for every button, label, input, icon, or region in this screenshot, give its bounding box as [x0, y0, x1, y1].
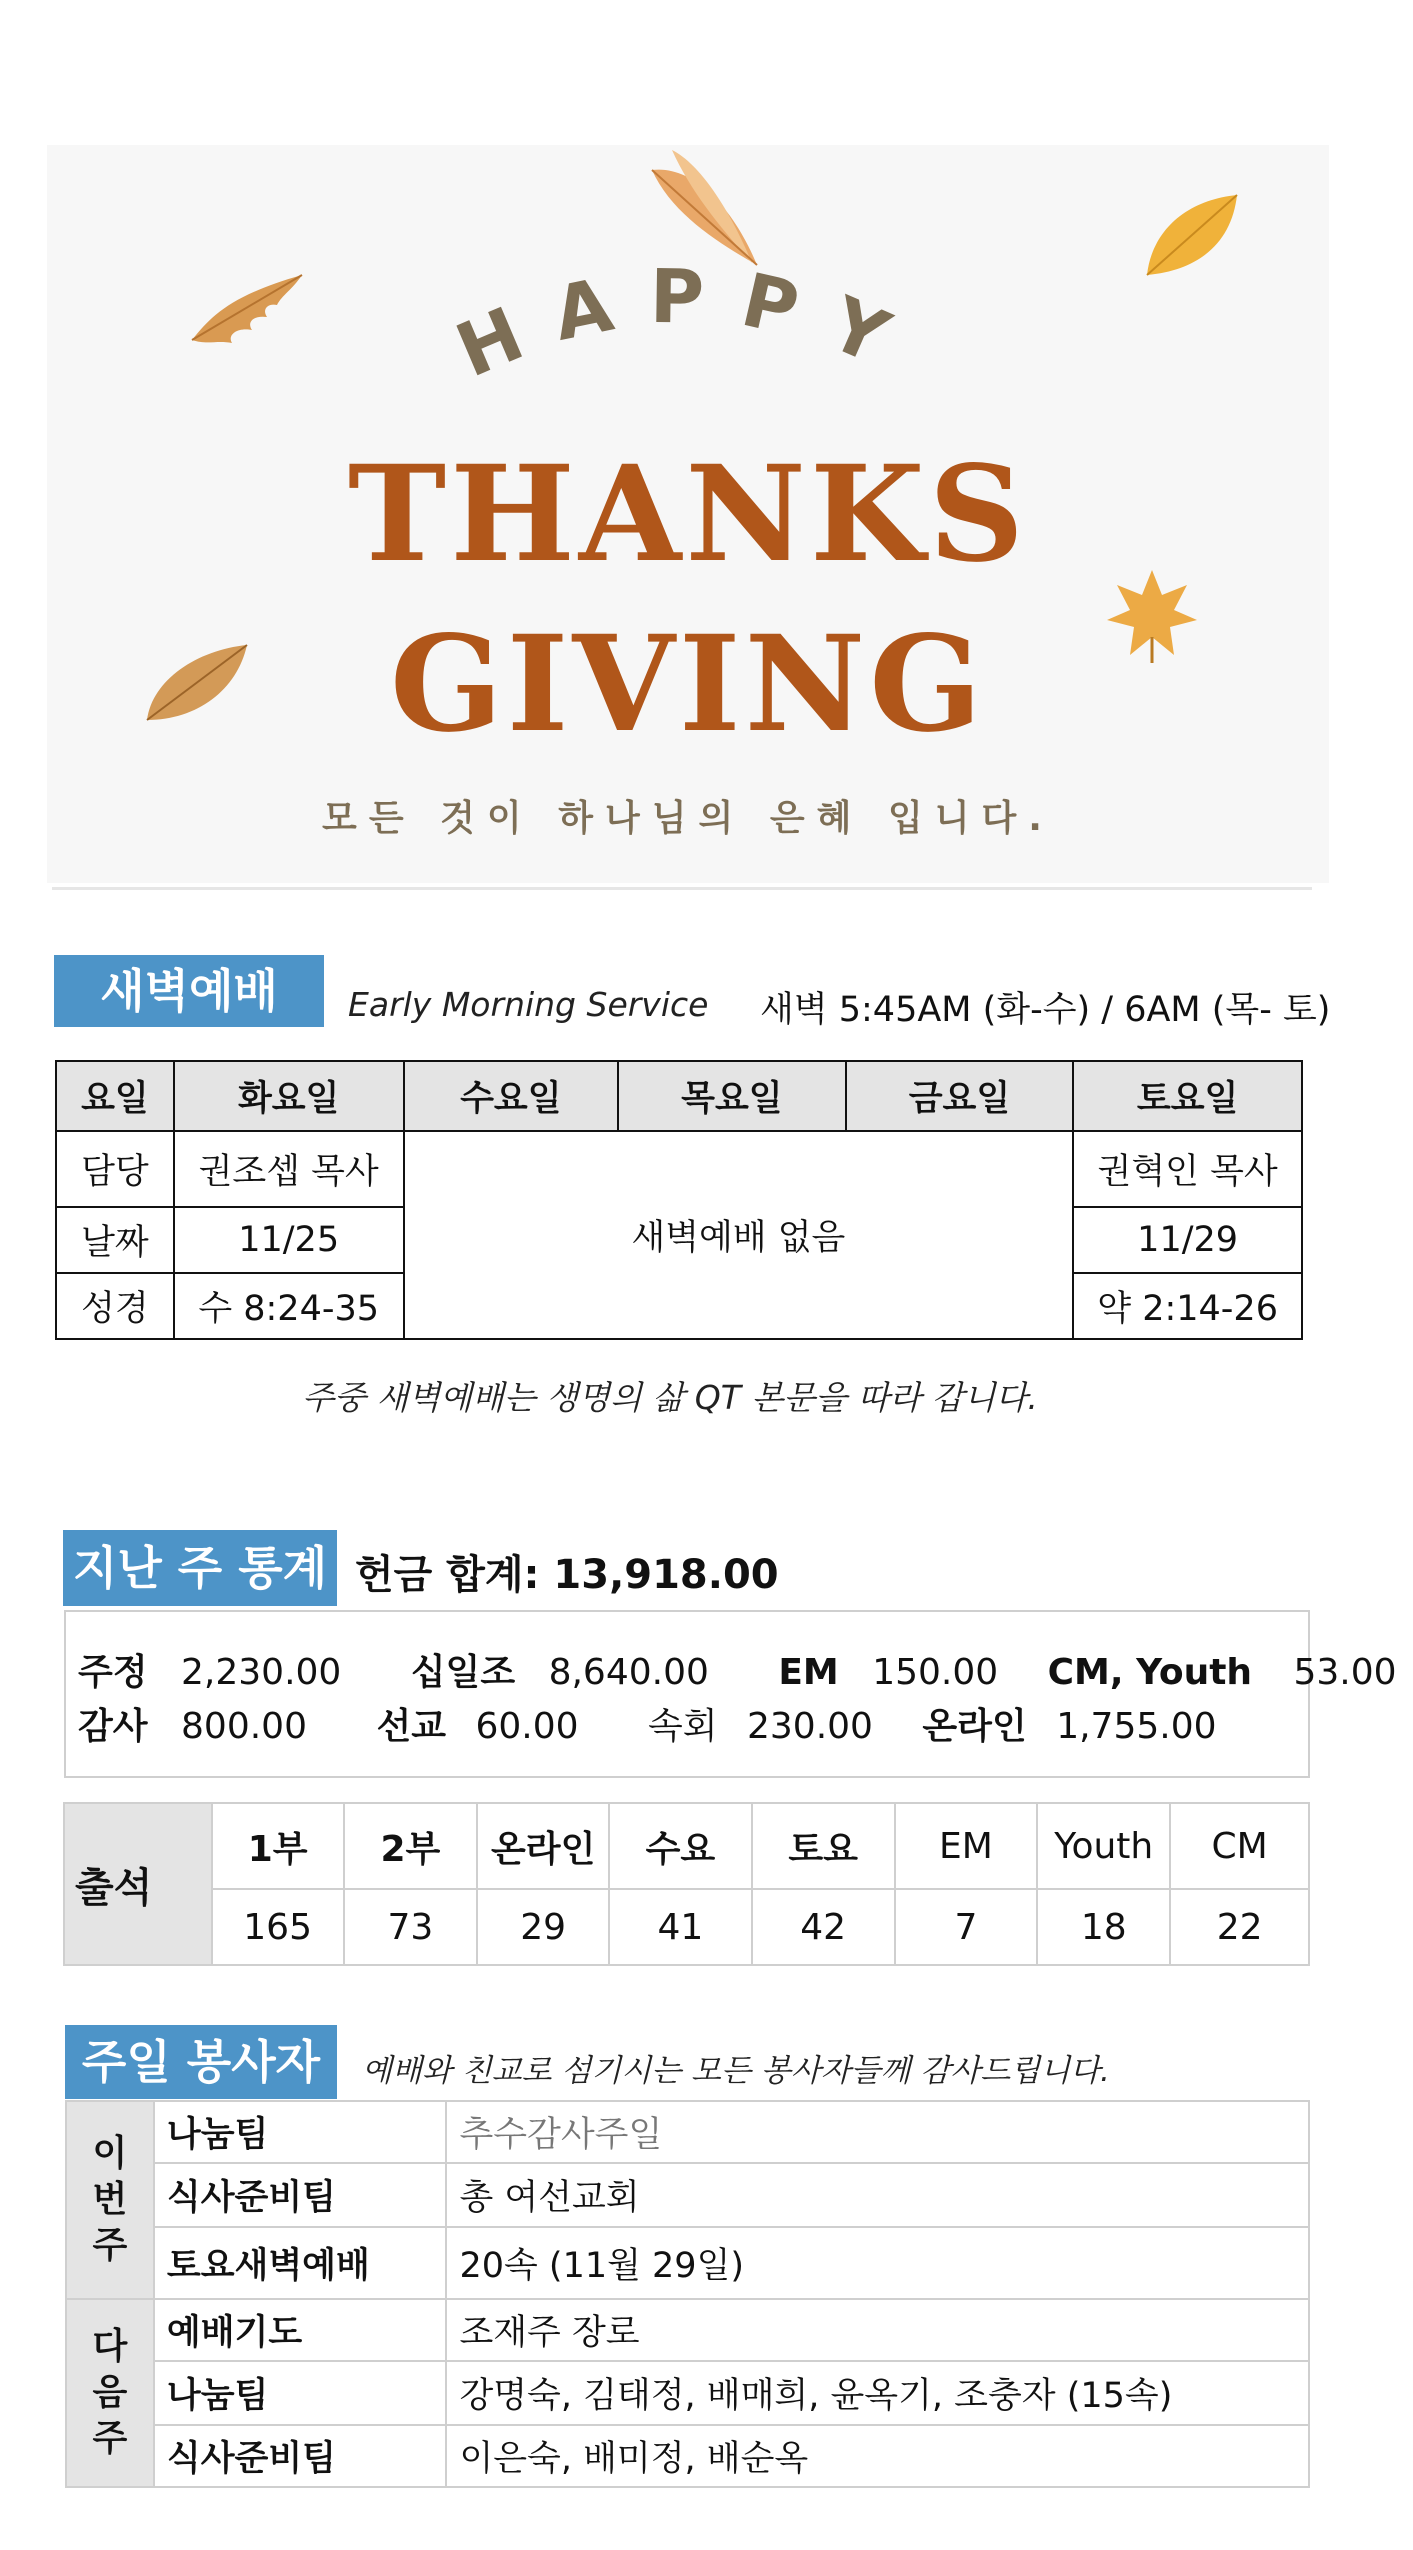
- offering-label: 속회: [647, 1706, 718, 1747]
- row-label-leader: 담당: [56, 1131, 174, 1207]
- volunteers-table: [65, 2100, 1310, 2488]
- dawn-note: 주중 새벽예배는 생명의 삶 QT 본문을 따라 갑니다.: [302, 1378, 1038, 1417]
- group-char: 주: [92, 2225, 128, 2266]
- offering-label: 선교: [376, 1706, 446, 1747]
- attendance-table: [63, 1802, 1310, 1966]
- offering-label: 주정: [78, 1652, 148, 1693]
- tuesday-leader: 권조셉 목사: [174, 1131, 404, 1207]
- group-char: 주: [92, 2418, 128, 2459]
- volunteer-role: 식사준비팀: [154, 2425, 447, 2487]
- attendance-header: 1부: [212, 1803, 344, 1889]
- offering-label: 온라인: [922, 1706, 1027, 1747]
- offering-value: 8,640.00: [548, 1652, 709, 1693]
- dawn-schedule-table: [55, 1060, 1303, 1340]
- offering-total: 헌금 합계: 13,918.00: [355, 1552, 779, 1598]
- header-saturday: 토요일: [1073, 1061, 1302, 1131]
- volunteer-value: 이은숙, 배미정, 배순옥: [446, 2425, 1309, 2487]
- thanks-title: THANKS: [347, 437, 1029, 592]
- offering-value: 800.00: [181, 1706, 307, 1747]
- offering-label: CM, Youth: [1047, 1652, 1253, 1693]
- offering-label: EM: [778, 1652, 839, 1693]
- volunteer-value: 20속 (11월 29일): [446, 2227, 1309, 2299]
- volunteer-value: 조재주 장로: [446, 2299, 1309, 2361]
- group-char: 다: [92, 2326, 128, 2367]
- offering-value: 2,230.00: [181, 1652, 342, 1693]
- header-day: 요일: [56, 1061, 174, 1131]
- header-friday: 금요일: [846, 1061, 1074, 1131]
- offering-value: 1,755.00: [1056, 1706, 1217, 1747]
- saturday-leader: 권혁인 목사: [1073, 1131, 1302, 1207]
- this-week-label: [66, 2101, 154, 2299]
- attendance-header: Youth: [1037, 1803, 1170, 1889]
- row-label-bible: 성경: [56, 1273, 174, 1339]
- volunteer-value: 추수감사주일: [446, 2101, 1309, 2163]
- banner-divider: [52, 887, 1312, 890]
- saturday-date: 11/29: [1073, 1207, 1302, 1273]
- tuesday-date: 11/25: [174, 1207, 404, 1273]
- header-thursday: 목요일: [618, 1061, 846, 1131]
- row-label-date: 날짜: [56, 1207, 174, 1273]
- stats-title: 지난 주 통계: [63, 1530, 337, 1606]
- group-char: 이: [92, 2133, 128, 2174]
- volunteer-role: 예배기도: [154, 2299, 447, 2361]
- attendance-value: 42: [752, 1889, 895, 1965]
- header-tuesday: 화요일: [174, 1061, 404, 1131]
- volunteer-value: 강명숙, 김태정, 배매희, 윤옥기, 조충자 (15속): [446, 2361, 1309, 2425]
- offering-value: 230.00: [746, 1706, 873, 1747]
- attendance-header: 2부: [344, 1803, 478, 1889]
- dawn-service-time: 새벽 5:45AM (화-수) / 6AM (목- 토): [760, 990, 1331, 1030]
- banner-subtitle: 모든 것이 하나님의 은혜 입니다.: [322, 798, 1054, 839]
- volunteer-role: 나눔팀: [154, 2101, 447, 2163]
- attendance-value: 73: [344, 1889, 478, 1965]
- offering-breakdown: [64, 1610, 1397, 1778]
- attendance-value: 22: [1170, 1889, 1309, 1965]
- attendance-label: 출석: [64, 1803, 212, 1965]
- offering-value: 53.00: [1293, 1652, 1397, 1693]
- giving-title: GIVING: [389, 607, 987, 762]
- group-char: 번: [92, 2179, 128, 2220]
- tuesday-bible: 수 8:24-35: [174, 1273, 404, 1339]
- offering-label: 십일조: [410, 1652, 516, 1693]
- dawn-service-title: 새벽예배: [54, 955, 324, 1027]
- attendance-value: 41: [609, 1889, 752, 1965]
- volunteers-note: 예배와 친교로 섬기시는 모든 봉사자들께 감사드립니다.: [362, 2053, 1110, 2089]
- attendance-value: 29: [477, 1889, 609, 1965]
- saturday-bible: 약 2:14-26: [1073, 1273, 1302, 1339]
- attendance-header: EM: [895, 1803, 1038, 1889]
- offering-row-2: [78, 1698, 1231, 1749]
- dawn-service-subtitle: Early Morning Service: [348, 985, 709, 1024]
- attendance-header: 토요: [752, 1803, 895, 1889]
- offering-value: 150.00: [872, 1652, 999, 1693]
- thanksgiving-banner: [47, 145, 1329, 883]
- svg-text:HAPPY: HAPPY: [444, 253, 932, 395]
- attendance-header: 수요: [609, 1803, 752, 1889]
- volunteer-role: 토요새벽예배: [154, 2227, 447, 2299]
- offering-label: 감사: [78, 1706, 148, 1747]
- attendance-header: CM: [1170, 1803, 1309, 1889]
- offering-row-1: [78, 1644, 1411, 1695]
- volunteers-title: 주일 봉사자: [65, 2025, 337, 2099]
- volunteer-role: 나눔팀: [154, 2361, 447, 2425]
- attendance-value: 7: [895, 1889, 1038, 1965]
- offering-value: 60.00: [475, 1706, 579, 1747]
- volunteer-value: 총 여선교회: [446, 2163, 1309, 2227]
- volunteer-role: 식사준비팀: [154, 2163, 447, 2227]
- group-char: 음: [92, 2372, 128, 2413]
- attendance-value: 18: [1037, 1889, 1170, 1965]
- attendance-header: 온라인: [477, 1803, 609, 1889]
- header-wednesday: 수요일: [404, 1061, 619, 1131]
- next-week-label: [66, 2299, 154, 2487]
- attendance-value: 165: [212, 1889, 344, 1965]
- no-service-cell: 새벽예배 없음: [404, 1131, 1074, 1339]
